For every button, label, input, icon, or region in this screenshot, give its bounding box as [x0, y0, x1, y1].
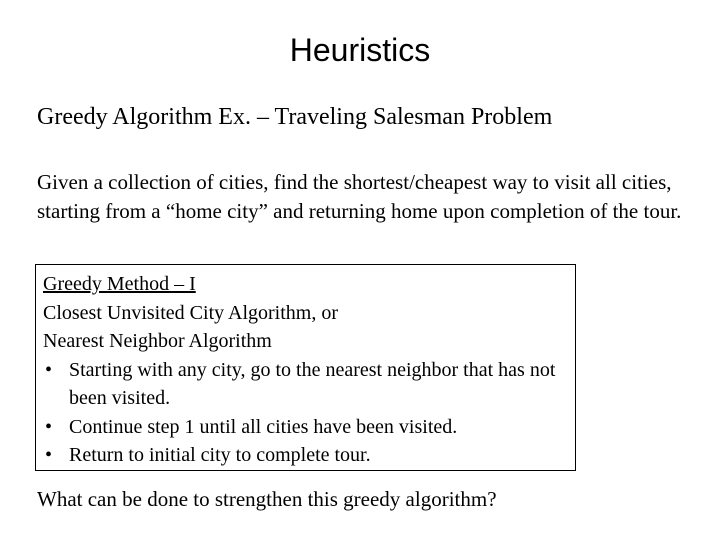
slide-title: Heuristics	[289, 32, 431, 68]
steps-list	[43, 356, 569, 470]
bullet-icon: •	[45, 415, 53, 438]
step-item	[43, 356, 569, 413]
step-text: Continue step 1 until all cities have been visited.	[69, 415, 458, 438]
closing-question: What can be done to strengthen this greedy algorithm?	[37, 487, 497, 511]
greedy-method-box	[35, 264, 576, 471]
problem-description: Given a collection of cities, find the shortest/cheapest way to visit all cities, starting from a “home city” and returning home upon completion of the tour.	[37, 170, 682, 223]
step-text: Starting with any city, go to the nearest neighbor that has not been visited.	[69, 358, 556, 409]
box-line-nearest-neighbor: Nearest Neighbor Algorithm	[43, 330, 272, 352]
box-heading: Greedy Method – I	[43, 273, 196, 295]
bullet-icon: •	[45, 358, 53, 381]
step-item	[43, 441, 569, 470]
bullet-icon: •	[45, 444, 53, 466]
box-line-closest-unvisited: Closest Unvisited City Algorithm, or	[43, 301, 339, 324]
step-text: Return to initial city to complete tour.	[69, 444, 371, 466]
slide-subtitle: Greedy Algorithm Ex. – Traveling Salesman Problem	[37, 104, 553, 130]
step-item	[43, 413, 569, 442]
